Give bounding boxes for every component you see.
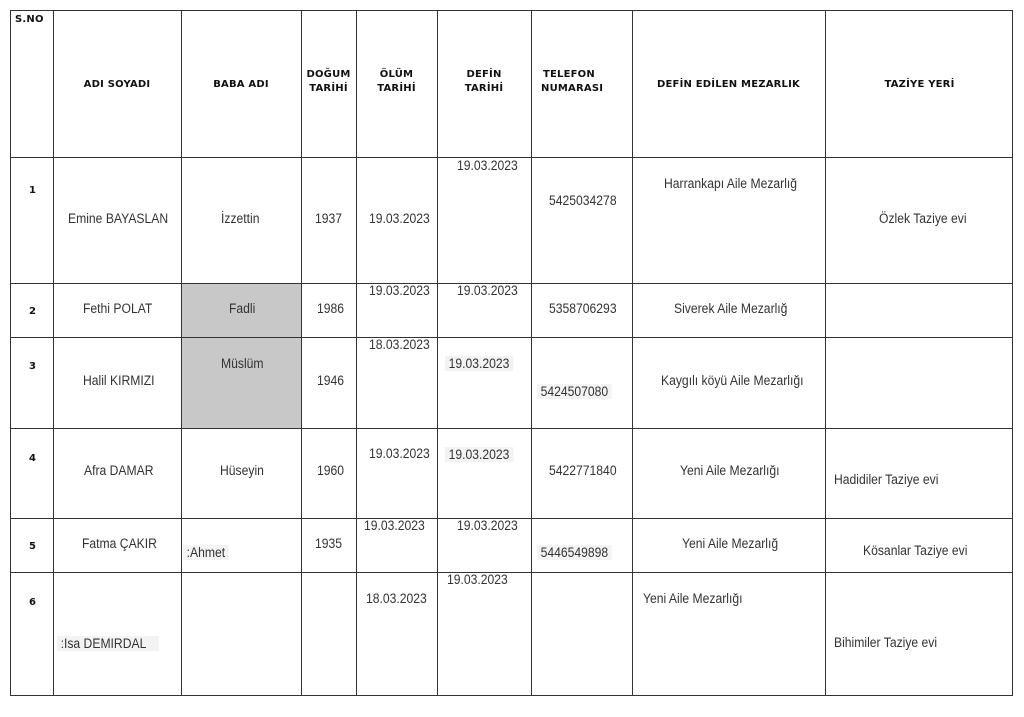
header-olum-line2: TARİHİ bbox=[377, 83, 416, 94]
birth-cell: 1946 bbox=[317, 373, 345, 388]
burial-cell: 19.03.2023 bbox=[457, 518, 518, 533]
column-divider bbox=[356, 11, 357, 695]
cemetery-cell: Yeni Aile Mezarlığı bbox=[680, 463, 780, 478]
birth-cell: 1935 bbox=[315, 536, 343, 551]
column-divider bbox=[53, 11, 54, 695]
birth-cell: 1986 bbox=[317, 301, 345, 316]
burial-cell: 19.03.2023 bbox=[457, 158, 518, 173]
condolence-cell: Hadidiler Taziye evi bbox=[834, 472, 939, 487]
header-defin-line1: DEFİN bbox=[466, 69, 502, 80]
cemetery-cell: Kaygılı köyü Aile Mezarlığı bbox=[661, 373, 804, 388]
header-telefon-line2: NUMARASI bbox=[541, 83, 604, 94]
name-cell bbox=[57, 636, 159, 651]
header-defin bbox=[437, 68, 531, 96]
header-mezarlik: DEFİN EDİLEN MEZARLIK bbox=[657, 79, 800, 90]
death-cell: 19.03.2023 bbox=[369, 211, 430, 226]
birth-cell: 1960 bbox=[317, 463, 345, 478]
header-sno: S.NO bbox=[15, 14, 44, 25]
name-value: :Isa DEMIRDAL bbox=[57, 636, 159, 651]
burial-cell bbox=[445, 447, 513, 462]
name-cell: Fatma ÇAKIR bbox=[82, 536, 157, 551]
father-cell bbox=[183, 545, 229, 560]
father-value: :Ahmet bbox=[183, 545, 229, 560]
death-cell: 19.03.2023 bbox=[364, 518, 425, 533]
row-number: 3 bbox=[29, 361, 36, 372]
column-divider bbox=[181, 11, 182, 695]
row-number: 5 bbox=[29, 541, 36, 552]
burial-value: 19.03.2023 bbox=[445, 447, 513, 462]
header-dogum-line1: DOĞUM bbox=[306, 69, 351, 80]
header-olum bbox=[356, 68, 437, 96]
father-cell: Müslüm bbox=[221, 356, 264, 371]
header-dogum-line2: TARİHİ bbox=[309, 83, 348, 94]
name-cell: Fethi POLAT bbox=[83, 301, 153, 316]
header-telefon bbox=[541, 68, 603, 96]
row-number: 1 bbox=[29, 185, 36, 196]
column-divider bbox=[437, 11, 438, 695]
name-cell: Emine BAYASLAN bbox=[68, 211, 169, 226]
row-divider bbox=[11, 337, 1012, 338]
column-divider bbox=[301, 11, 302, 695]
burial-cell: 19.03.2023 bbox=[457, 283, 518, 298]
cemetery-cell: Harrankapı Aile Mezarlığ bbox=[664, 176, 798, 191]
memorial-table bbox=[10, 10, 1013, 696]
row-number: 4 bbox=[29, 453, 36, 464]
death-cell: 19.03.2023 bbox=[369, 446, 430, 461]
father-cell: Hüseyin bbox=[220, 463, 264, 478]
condolence-cell: Bihimiler Taziye evi bbox=[834, 635, 938, 650]
phone-cell: 5425034278 bbox=[549, 193, 617, 208]
phone-cell bbox=[537, 384, 612, 399]
phone-cell: 5358706293 bbox=[549, 301, 617, 316]
header-telefon-line1: TELEFON bbox=[543, 69, 595, 80]
row-divider bbox=[11, 572, 1012, 573]
death-cell: 18.03.2023 bbox=[369, 337, 430, 352]
header-taziye: TAZİYE YERİ bbox=[884, 79, 955, 90]
death-cell: 18.03.2023 bbox=[366, 591, 427, 606]
cemetery-cell: Yeni Aile Mezarlığ bbox=[682, 536, 779, 551]
header-adi-soyadi: ADI SOYADI bbox=[83, 79, 151, 90]
burial-value: 19.03.2023 bbox=[445, 356, 513, 371]
father-cell: İzzettin bbox=[221, 211, 260, 226]
phone-cell bbox=[537, 545, 612, 560]
burial-cell bbox=[445, 356, 513, 371]
cemetery-cell: Yeni Aile Mezarlığı bbox=[643, 591, 743, 606]
column-divider bbox=[531, 11, 532, 695]
header-baba-adi: BABA ADI bbox=[213, 79, 269, 90]
name-cell: Afra DAMAR bbox=[84, 463, 154, 478]
row-number: 2 bbox=[29, 306, 36, 317]
name-cell: Halil KIRMIZI bbox=[83, 373, 155, 388]
row-number: 6 bbox=[29, 597, 36, 608]
condolence-cell: Kösanlar Taziye evi bbox=[863, 543, 968, 558]
death-cell: 19.03.2023 bbox=[369, 283, 430, 298]
father-cell: Fadli bbox=[229, 301, 256, 316]
column-divider bbox=[632, 11, 633, 695]
burial-cell: 19.03.2023 bbox=[447, 572, 508, 587]
condolence-cell: Özlek Taziye evi bbox=[879, 211, 967, 226]
header-olum-line1: ÖLÜM bbox=[379, 69, 414, 80]
column-divider bbox=[825, 11, 826, 695]
phone-value: 5424507080 bbox=[537, 384, 612, 399]
phone-cell: 5422771840 bbox=[549, 463, 617, 478]
phone-value: 5446549898 bbox=[537, 545, 612, 560]
header-dogum bbox=[301, 68, 356, 96]
birth-cell: 1937 bbox=[315, 211, 343, 226]
header-defin-line2: TARİHİ bbox=[464, 83, 504, 94]
cemetery-cell: Siverek Aile Mezarlığ bbox=[674, 301, 788, 316]
row-divider bbox=[11, 428, 1012, 429]
